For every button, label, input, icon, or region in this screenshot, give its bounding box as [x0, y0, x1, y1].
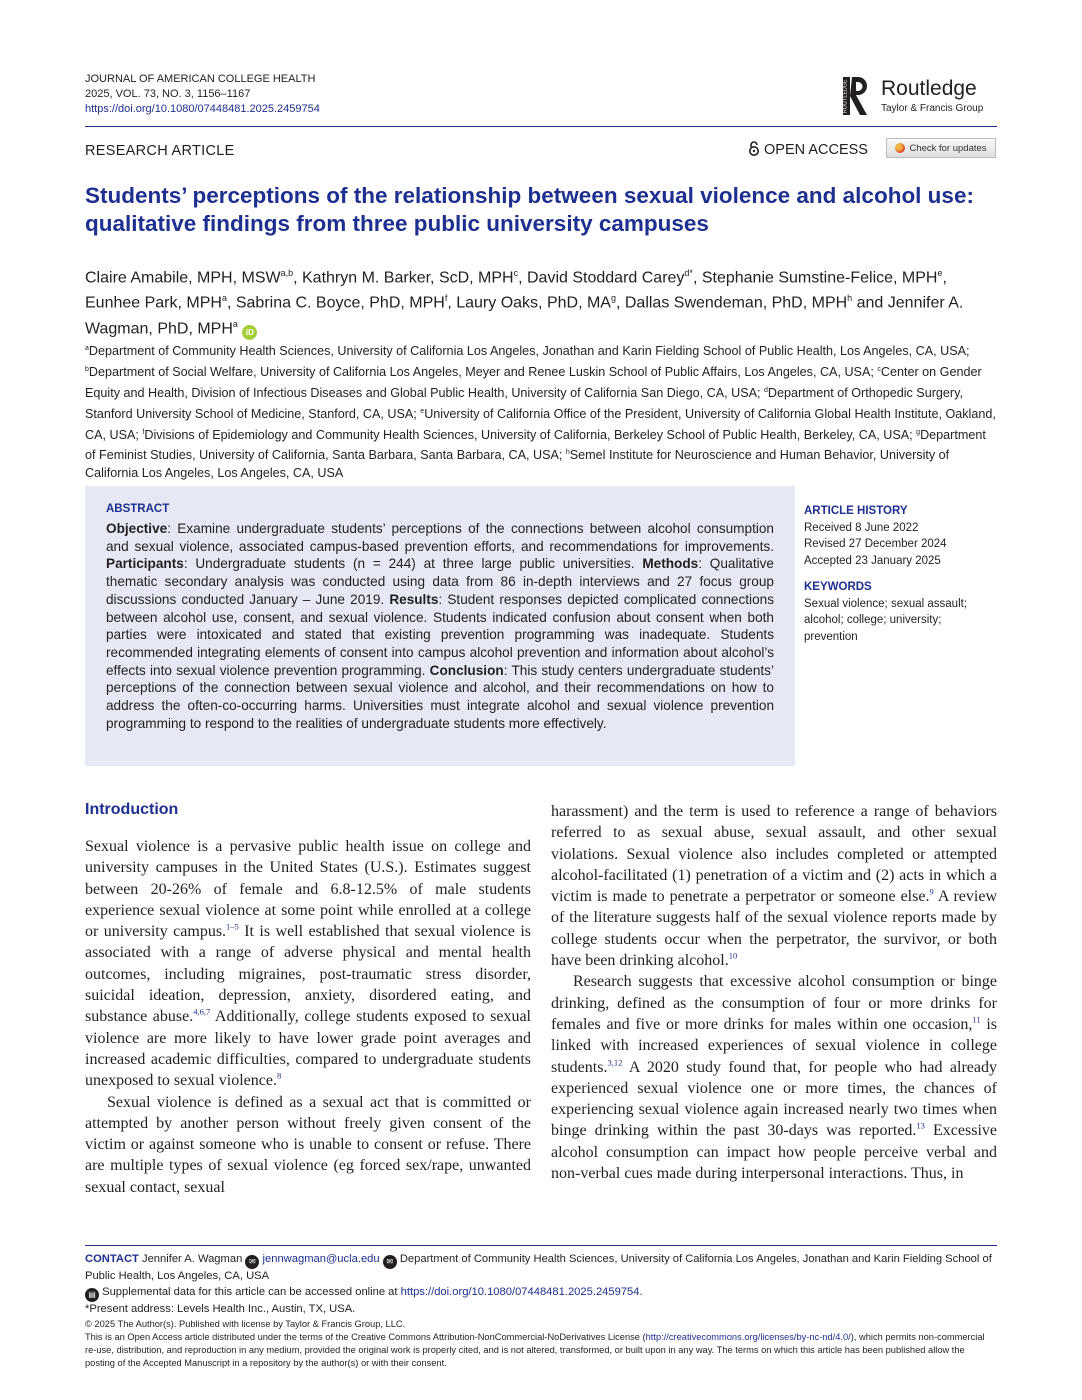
- author-affiliation-mark: a: [232, 318, 238, 329]
- license-text-part: ), which permits non-commercial re-use, distribution, and reproduction in any medium, provided the original work is properly cited, and is not altered, transformed, or built upon in any way. The terms on which this article has been published allow the posting of the Accepted Manuscript in a repository by the author(s) or with their consent.: [85, 1331, 985, 1368]
- paragraph-text: Research suggests that excessive alcohol consumption or binge drinking, defined as the consumption of four or more drinks for females and five or more drinks for males within one occasion,: [551, 973, 997, 1033]
- supplemental-link[interactable]: https://doi.org/10.1080/07448481.2025.2459754.: [400, 1285, 643, 1298]
- paragraph: [551, 801, 997, 971]
- publisher-subtitle: Taylor & Francis Group: [881, 103, 984, 114]
- open-access-label: OPEN ACCESS: [764, 142, 868, 158]
- orcid-icon[interactable]: iD: [242, 325, 257, 340]
- paragraph: Sexual violence is defined as a sexual act that is committed or attempted by another person without freely given consent of the victim or against someone who is unable to consent or refuse. There are multiple types of sexual violence (eg forced sex/rape, unwanted sexual contact, sexual: [85, 1093, 531, 1196]
- citation-ref: 8: [276, 1070, 282, 1081]
- routledge-r-icon: [843, 75, 869, 117]
- affiliation-text: Department of Orthopedic Surgery, Stanford University School of Medicine, Stanford, CA, USA;: [85, 385, 963, 421]
- revised-date: Revised 27 December 2024: [804, 538, 947, 550]
- affiliation-text: Department of Feminist Studies, University of California, Santa Barbara, Santa Barbara, CA, USA;: [85, 427, 986, 463]
- author-name: Jennifer A. Wagman, PhD, MPH: [85, 294, 964, 337]
- abstract-part: : Qualitative thematic secondary analysis was conducted using data from 86 in-depth interviews and 27 focus group discussions conducted January – June 2019.: [106, 556, 774, 607]
- check-updates-label: Check for updates: [909, 142, 987, 154]
- affiliation-text: University of California Office of the President, University of California Global Health Institute, Oakland, CA, USA;: [85, 406, 996, 442]
- citation-ref: 4,6,7: [193, 1007, 211, 1018]
- citation-ref: 9: [929, 886, 934, 897]
- present-address: *Present address: Levels Health Inc., Austin, TX, USA.: [85, 1302, 356, 1315]
- affiliation-text: Semel Institute for Neuroscience and Human Behavior, University of California Los Angeles, Los Angeles, CA, USA: [85, 448, 950, 481]
- body-column-left: [85, 836, 531, 1198]
- footer-rule: [85, 1245, 997, 1246]
- author-list: Claire Amabile, MPH, MSW$^{a,b}$, Kathryn M. Barker, ScD, MPH$^c$, David Stoddard Carey$^{d*}$, Stephanie Sumstine-Felice, MPH$^e$, Eunhee Park, MPH$^a$, Sabrina C. Boyce, PhD, MPH$^f$, Laury Oaks, PhD, $MA^g$, Dallas Swendeman, PhD, MPH$^h$ and Jennifer A. Wagman, PhD, MPH$^a$ iD: [85, 263, 997, 340]
- paragraph: [85, 836, 531, 1092]
- paragraph-text: A 2020 study found that, for people who had already experienced sexual violence one or more times, the chances of experiencing sexual violence again increased nearly two times when binge drinking within the past 30-days was reported.: [551, 1058, 997, 1140]
- open-access-badge: [748, 141, 868, 158]
- contact-address: Department of Community Health Sciences, University of California Los Angeles, Jonathan and Karin Fielding School of Public Health, Los Angeles, CA, USA: [85, 1253, 992, 1282]
- journal-meta: [85, 72, 320, 117]
- abstract-label: Methods: [642, 556, 699, 572]
- license-text: [85, 1331, 997, 1370]
- author-name: Dallas Swendeman, PhD, MPH: [624, 294, 848, 312]
- accepted-date: Accepted 23 January 2025: [804, 554, 941, 567]
- author-name: Claire Amabile, MPH, MSW: [85, 269, 281, 287]
- keywords-heading: KEYWORDS: [804, 581, 872, 593]
- check-for-updates-button[interactable]: [886, 138, 996, 158]
- paragraph-text: It is well established that sexual violence is associated with a range of adverse physical and mental health outcomes, including migraines, post-traumatic stress disorder, suicidal ideation, depression, anxiety, disordered eating, and substance abuse.: [85, 923, 531, 1026]
- paragraph-text: A review of the literature suggests half of the sexual violence reports made by college students occur when the perpetrator, the survivor, or both have been drinking alcohol.: [551, 888, 997, 970]
- citation-ref: 10: [728, 950, 738, 961]
- abstract-label: Objective: [106, 521, 168, 536]
- received-date: Received 8 June 2022: [804, 521, 919, 534]
- contact-email-link[interactable]: jennwagman@ucla.edu: [262, 1253, 380, 1265]
- affiliation-mark: f: [142, 428, 145, 436]
- author-affiliation-mark: g: [610, 293, 616, 304]
- paragraph-text: Additionally, college students exposed to sexual violence are more likely to have lower grade point averages and increased academic difficulties, compared to undergraduate students unexposed to sexual violence.: [85, 1008, 531, 1090]
- author-affiliation-mark: e: [937, 268, 943, 278]
- affiliation-mark: b: [85, 365, 89, 373]
- author-affiliation-mark: c: [513, 268, 519, 278]
- paragraph-text: harassment) and the term is used to reference a range of behaviors referred to as sexual abuse, sexual assault, and other sexual violations. Sexual violence also includes completed or attempted alcohol-facilitated (1) penetration of a victim and (2) acts in which a victim is made to penetrate a perpetrator or someone else.: [551, 803, 997, 906]
- abstract-part: : Undergraduate students (n = 244) at three large public universities.: [183, 556, 643, 572]
- contact-line: [85, 1252, 997, 1285]
- abstract-label: Conclusion: [429, 662, 504, 678]
- publisher-name: Routledge: [881, 77, 977, 100]
- affiliation-mark: c: [877, 365, 881, 373]
- author-name: Sabrina C. Boyce, PhD, MPH: [235, 294, 445, 312]
- author-name: Eunhee Park, MPH: [85, 294, 222, 312]
- license-link[interactable]: http://creativecommons.org/licenses/by-nc-nd/4.0/: [645, 1331, 851, 1342]
- paragraph-text: Excessive alcohol consumption can impact how people perceive verbal and non-verbal cues made during interpersonal interactions. Thus, in: [551, 1122, 997, 1183]
- journal-name: JOURNAL OF AMERICAN COLLEGE HEALTH: [85, 73, 316, 85]
- paragraph-text: is linked with increased experiences of sexual violence in college students.: [551, 1015, 998, 1076]
- affiliation-mark: d: [764, 386, 768, 394]
- affiliation-text: Department of Social Welfare, University of California Los Angeles, Meyer and Renee Luskin School of Public Affairs, Los Angeles, CA, USA;: [88, 365, 878, 380]
- abstract-label: Results: [389, 591, 439, 607]
- affiliation-text: Center on Gender Equity and Health, Division of Infectious Diseases and Global Public Health, University of California San Diego, CA, USA;: [85, 365, 982, 400]
- affiliation-mark: h: [565, 449, 570, 457]
- author-affiliation-mark: d*: [684, 268, 693, 278]
- abstract-part: : This study centers undergraduate students’ perceptions of the connection between sexual violence and alcohol, and their recommendations on how to address the often-co-occurring harms. Universities must integrate alcohol and sexual violence prevention programming to respond to the realities of undergraduate students more effectively.: [106, 662, 775, 731]
- article-history: [804, 503, 999, 645]
- abstract-heading: ABSTRACT: [106, 503, 170, 515]
- doi-link[interactable]: https://doi.org/10.1080/07448481.2025.2459754: [85, 103, 320, 115]
- contact-name: Jennifer A. Wagman: [141, 1253, 243, 1265]
- citation-ref: 1–5: [226, 921, 239, 932]
- affiliation-mark: a: [85, 345, 89, 352]
- author-name: Laury Oaks, PhD, MA: [456, 294, 611, 312]
- affiliation-text: Department of Community Health Sciences, University of California Los Angeles, Jonathan and Karin Fielding School of Public Health, Los Angeles, CA, USA;: [88, 344, 970, 359]
- header-rule: [85, 126, 997, 127]
- crossmark-icon: [895, 143, 905, 153]
- author-affiliation-mark: f: [444, 293, 448, 304]
- citation-ref: 11: [972, 1014, 981, 1025]
- paragraph-text: Sexual violence is a pervasive public health issue on college and university campuses in the United States (U.S.). Estimates suggest between 20-26% of female and 6.8-12.5% of male students experience sexual violence at some point while enrolled at a college or university campus.: [85, 838, 531, 941]
- author-name: David Stoddard Carey: [527, 269, 685, 287]
- author-name: Kathryn M. Barker, ScD, MPH: [302, 269, 514, 287]
- citation-ref: 13: [916, 1121, 925, 1132]
- abstract-part: : Student responses depicted complicated connections between alcohol use, consent, and sexual violence. Students indicated confusion about consent when both parties were intoxicated and stated that existing prevention programming was inadequate. Students recommended integrating elements of consent into campus alcohol prevention and information about alcohol’s effects into sexual violence prevention programming.: [106, 591, 774, 678]
- abstract-label: Participants: [106, 556, 184, 572]
- logo-side-text: ROUTLEDGE: [843, 79, 849, 113]
- supplemental-text: Supplemental data for this article can be accessed online at: [102, 1285, 401, 1298]
- author-name: Stephanie Sumstine-Felice, MPH: [701, 269, 938, 287]
- affiliations: [85, 340, 997, 483]
- address-icon: ✉: [383, 1255, 397, 1269]
- open-lock-icon: [748, 141, 760, 156]
- supplemental-line: [85, 1285, 997, 1302]
- copyright: © 2025 The Author(s). Published with license by Taylor & Francis Group, LLC.: [85, 1318, 406, 1329]
- abstract-part: : Examine undergraduate students’ perceptions of the connections between alcohol consumption and sexual violence, associated campus-based prevention efforts, and recommendations for improvements.: [106, 521, 774, 554]
- keywords-text: Sexual violence; sexual assault; alcohol; college; university; prevention: [804, 597, 968, 643]
- abstract-text: [106, 520, 774, 732]
- email-icon: ✉: [245, 1255, 259, 1269]
- footer-notes: [85, 1252, 997, 1370]
- supplemental-icon: ▤: [85, 1288, 99, 1302]
- affiliation-mark: e: [420, 407, 425, 415]
- citation-ref: 3,12: [607, 1057, 623, 1068]
- journal-volume: 2025, VOL. 73, NO. 3, 1156–1167: [85, 88, 251, 100]
- author-affiliation-mark: h: [847, 293, 853, 304]
- author-affiliation-mark: a,b: [280, 268, 294, 278]
- article-history-heading: ARTICLE HISTORY: [804, 505, 908, 517]
- section-heading-introduction: Introduction: [85, 801, 179, 818]
- article-type: RESEARCH ARTICLE: [85, 143, 235, 159]
- contact-label: CONTACT: [85, 1253, 139, 1265]
- affiliation-text: Divisions of Epidemiology and Community Health Sciences, University of California, Berkeley School of Public Health, Berkeley, CA, USA;: [144, 427, 917, 442]
- article-title: Students’ perceptions of the relationship between sexual violence and alcohol use: qualitative findings from three public university campuses: [85, 183, 974, 236]
- body-column-right: [551, 801, 997, 1184]
- affiliation-mark: g: [916, 428, 921, 436]
- author-affiliation-mark: a: [221, 293, 227, 304]
- license-text-part: This is an Open Access article distributed under the terms of the Creative Commons Attribution-NonCommercial-NoDerivatives License (: [85, 1331, 646, 1342]
- publisher-logo: [843, 75, 1003, 117]
- paragraph: [551, 971, 997, 1184]
